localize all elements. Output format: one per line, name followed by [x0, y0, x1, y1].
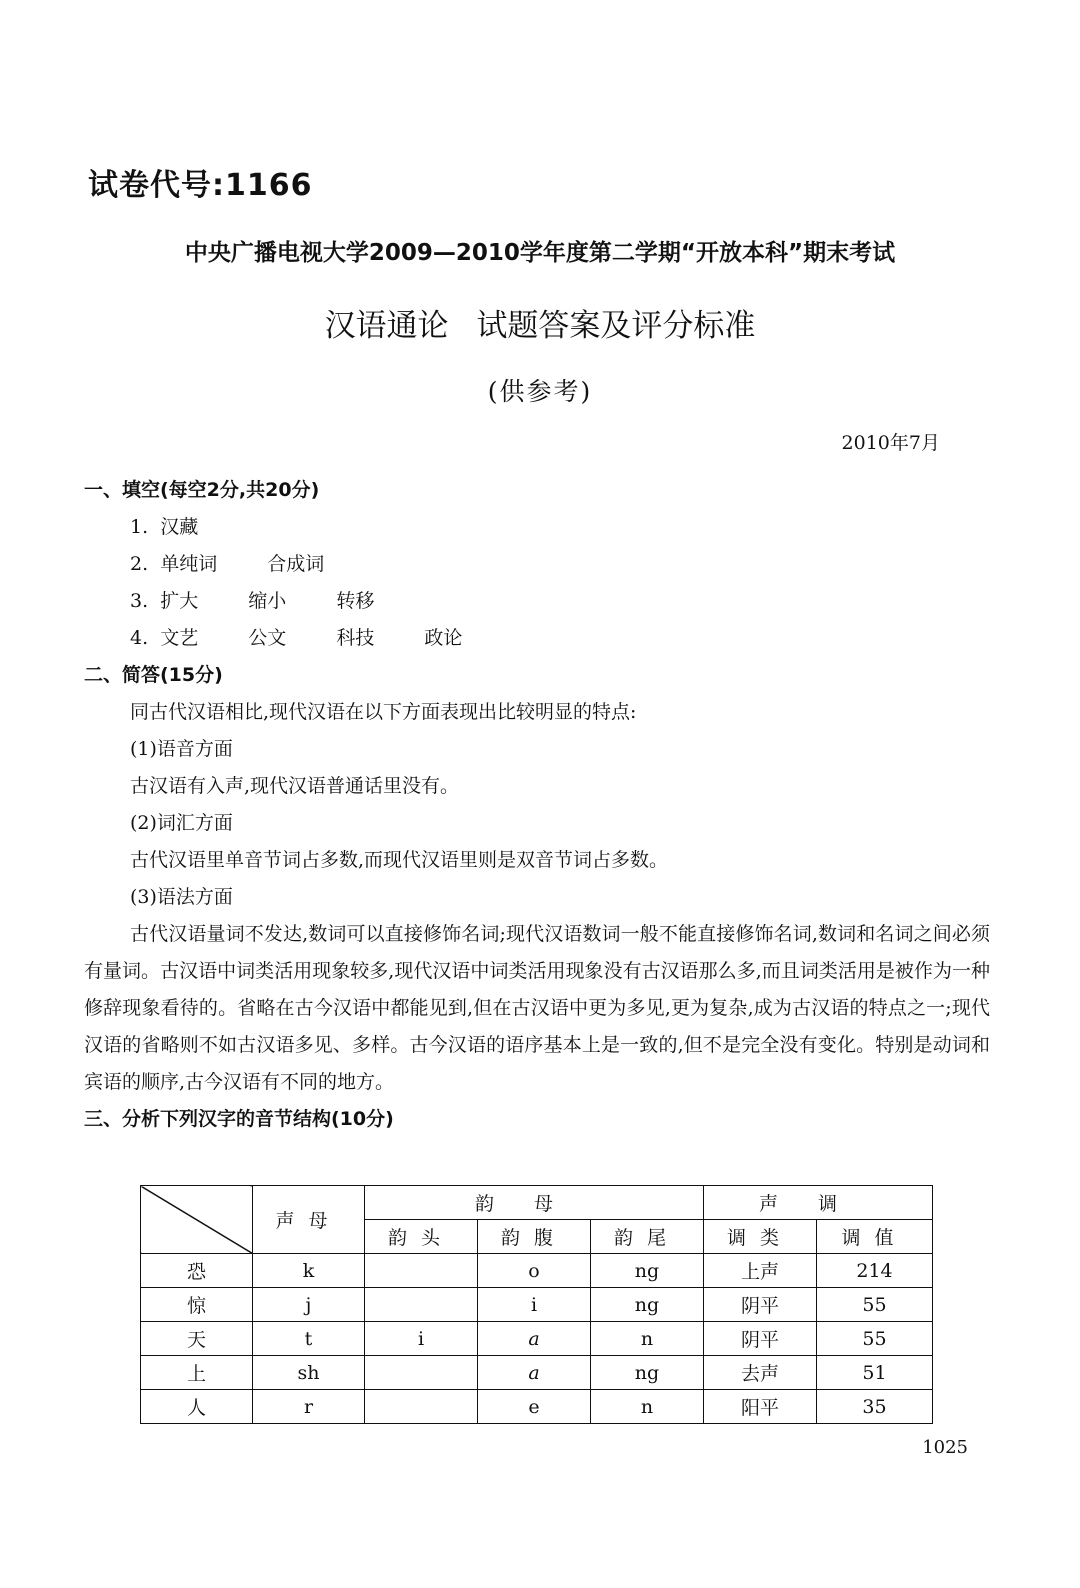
item-number: 4.: [130, 627, 149, 649]
syllable-table-wrapper: [140, 1185, 932, 1424]
cell-coda: ng: [591, 1356, 704, 1390]
answer-word: 单纯词: [160, 553, 218, 575]
diagonal-header-cell: [141, 1186, 253, 1254]
header-initial: 声母: [253, 1186, 365, 1254]
cell-tone-class: 阴平: [704, 1322, 817, 1356]
item-number: 2.: [130, 553, 149, 575]
table-row: [141, 1390, 933, 1424]
point-title: (2)词汇方面: [130, 812, 233, 834]
cell-coda: ng: [591, 1288, 704, 1322]
answer-intro: 同古代汉语相比,现代汉语在以下方面表现出比较明显的特点:: [130, 701, 637, 723]
cell-tone-class: 上声: [704, 1254, 817, 1288]
answer-content: [84, 472, 990, 1138]
cell-char: 恐: [141, 1254, 253, 1288]
header-tone-value: 调值: [817, 1220, 933, 1254]
cell-nucleus: a: [478, 1322, 591, 1356]
cell-medial: i: [365, 1322, 478, 1356]
cell-initial: r: [253, 1390, 365, 1424]
cell-nucleus: e: [478, 1390, 591, 1424]
subject-title: 汉语通论 试题答案及评分标准: [324, 308, 756, 344]
point-text: 古汉语有入声,现代汉语普通话里没有。: [130, 775, 460, 797]
cell-coda: n: [591, 1390, 704, 1424]
table-row: [141, 1288, 933, 1322]
cell-tone-value: 214: [817, 1254, 933, 1288]
answer-word: 合成词: [267, 553, 325, 575]
paper-code: 试卷代号:1166: [88, 168, 313, 203]
section-heading-syllable: 三、分析下列汉字的音节结构(10分): [84, 1108, 394, 1130]
answer-word: 汉藏: [160, 516, 199, 538]
cell-tone-value: 51: [817, 1356, 933, 1390]
table-row: [141, 1254, 933, 1288]
cell-nucleus: a: [478, 1356, 591, 1390]
cell-char: 上: [141, 1356, 253, 1390]
point-text: 古代汉语里单音节词占多数,而现代汉语里则是双音节词占多数。: [130, 849, 669, 871]
header-tone: 声调: [704, 1186, 933, 1220]
cell-tone-value: 55: [817, 1322, 933, 1356]
header-nucleus: 韵腹: [478, 1220, 591, 1254]
syllable-structure-table: [140, 1185, 933, 1424]
answer-word: 扩大: [160, 590, 199, 612]
list-item: [84, 620, 990, 657]
table-row: [141, 1322, 933, 1356]
cell-medial: [365, 1356, 478, 1390]
answer-word: 公文: [248, 627, 287, 649]
answer-word: 缩小: [248, 590, 287, 612]
cell-nucleus: i: [478, 1288, 591, 1322]
answer-word: 政论: [424, 627, 463, 649]
cell-tone-class: 去声: [704, 1356, 817, 1390]
answer-word: 科技: [336, 627, 375, 649]
header-tone-class: 调类: [704, 1220, 817, 1254]
cell-coda: n: [591, 1322, 704, 1356]
cell-char: 人: [141, 1390, 253, 1424]
page-number: 1025: [922, 1437, 968, 1458]
table-row: [141, 1356, 933, 1390]
cell-nucleus: o: [478, 1254, 591, 1288]
point-text: 古代汉语量词不发达,数词可以直接修饰名词;现代汉语数词一般不能直接修饰名词,数词和名词之间必须有量词。古汉语中词类活用现象较多,现代汉语中词类活用现象没有古汉语那么多,而且词类活用是被作为一种修辞现象看待的。省略在古今汉语中都能见到,但在古汉语中更为多见,更为复杂,成为古汉语的特点之一;现代汉语的省略则不如古汉语多见、多样。古今汉语的语序基本上是一致的,但不是完全没有变化。特别是动词和宾语的顺序,古今汉语有不同的地方。: [84, 923, 990, 1093]
list-item: [84, 583, 990, 620]
cell-initial: sh: [253, 1356, 365, 1390]
cell-char: 惊: [141, 1288, 253, 1322]
section-heading-fill-blank: 一、填空(每空2分,共20分): [84, 479, 320, 501]
cell-medial: [365, 1390, 478, 1424]
exam-title: 中央广播电视大学2009—2010学年度第二学期“开放本科”期末考试: [184, 240, 896, 266]
point-title: (3)语法方面: [130, 886, 233, 908]
cell-initial: k: [253, 1254, 365, 1288]
answer-word: 转移: [336, 590, 375, 612]
list-item: [84, 546, 990, 583]
answer-word: 文艺: [160, 627, 199, 649]
cell-tone-value: 55: [817, 1288, 933, 1322]
list-item: [84, 509, 990, 546]
cell-initial: j: [253, 1288, 365, 1322]
point-title: (1)语音方面: [130, 738, 233, 760]
item-number: 3.: [130, 590, 149, 612]
header-medial: 韵头: [365, 1220, 478, 1254]
section-heading-short-answer: 二、简答(15分): [84, 664, 223, 686]
header-final: 韵母: [365, 1186, 704, 1220]
cell-tone-class: 阴平: [704, 1288, 817, 1322]
reference-note: (供参考): [487, 377, 593, 406]
exam-date: 2010年7月: [841, 432, 940, 454]
cell-medial: [365, 1288, 478, 1322]
cell-tone-value: 35: [817, 1390, 933, 1424]
header-coda: 韵尾: [591, 1220, 704, 1254]
item-number: 1.: [130, 516, 149, 538]
cell-initial: t: [253, 1322, 365, 1356]
cell-tone-class: 阳平: [704, 1390, 817, 1424]
cell-medial: [365, 1254, 478, 1288]
cell-coda: ng: [591, 1254, 704, 1288]
cell-char: 天: [141, 1322, 253, 1356]
